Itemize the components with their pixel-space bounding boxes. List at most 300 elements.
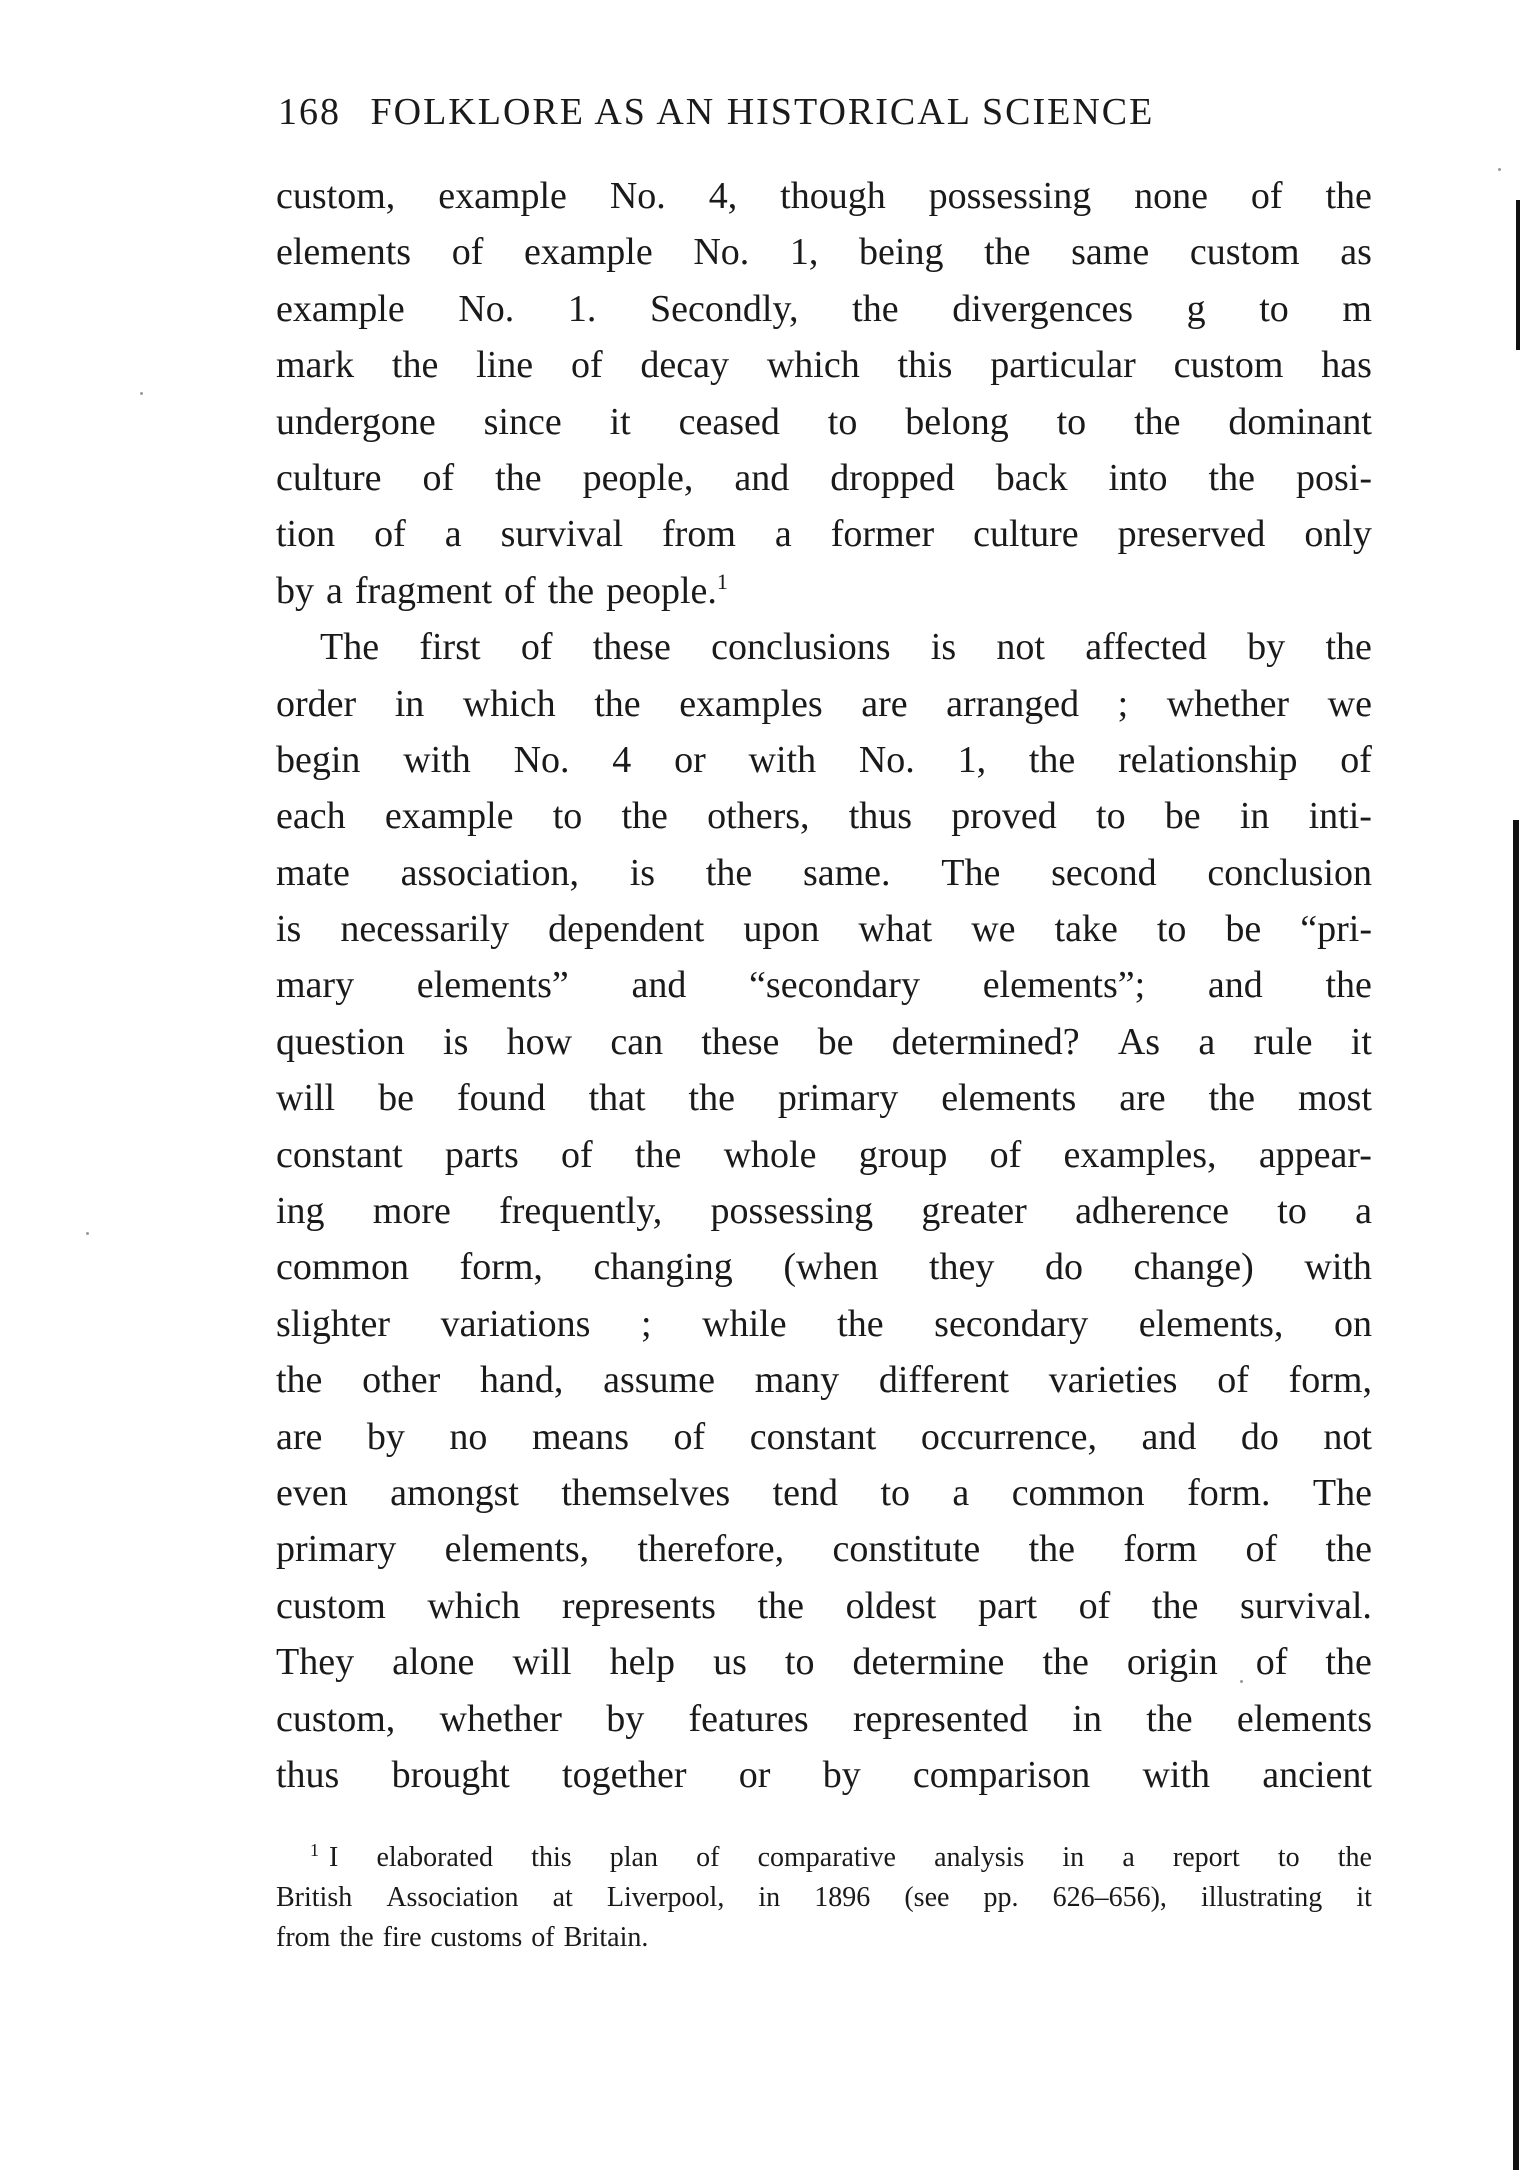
word: are	[276, 1415, 323, 1458]
word: each	[276, 795, 346, 838]
word: from	[276, 1922, 331, 1953]
word: the	[1208, 1077, 1256, 1120]
word: to	[552, 795, 583, 838]
word: the	[688, 1077, 735, 1120]
word: ing	[276, 1190, 325, 1233]
word: plan	[609, 1842, 658, 1873]
word: it	[609, 400, 631, 443]
word: origin	[1126, 1641, 1218, 1684]
word: on	[1333, 1302, 1372, 1345]
text-line	[276, 676, 1372, 732]
word: found	[456, 1077, 546, 1120]
word: the	[1325, 626, 1372, 669]
word: in	[1072, 1697, 1102, 1740]
word: undergone	[276, 400, 436, 443]
word: 1.	[567, 287, 597, 330]
word: British	[276, 1882, 353, 1913]
word: of	[504, 569, 536, 612]
word: elements	[941, 1077, 1077, 1120]
word: being	[859, 231, 944, 274]
word: constitute	[832, 1528, 981, 1571]
word: the	[1028, 738, 1076, 781]
word: form,	[1288, 1359, 1372, 1402]
word: fire	[382, 1922, 422, 1953]
word: which	[462, 682, 556, 725]
word: comparison	[912, 1753, 1091, 1796]
word: dropped	[830, 456, 955, 499]
word: no	[449, 1415, 488, 1458]
word: appear-	[1258, 1133, 1372, 1176]
word: They	[276, 1641, 355, 1684]
word: of	[451, 231, 484, 274]
word: report	[1172, 1842, 1240, 1873]
word: tend	[772, 1471, 839, 1514]
word: No.	[858, 738, 915, 781]
text-line	[276, 450, 1372, 506]
word: ancient	[1262, 1753, 1372, 1796]
word: customs	[430, 1922, 523, 1953]
word: Association	[386, 1882, 519, 1913]
word: the	[1146, 1697, 1193, 1740]
text-line	[276, 337, 1372, 393]
word: is	[443, 1020, 469, 1063]
word: divergences	[952, 287, 1133, 330]
word: determined?	[891, 1020, 1080, 1063]
word: whether	[439, 1697, 562, 1740]
word: a	[1355, 1190, 1372, 1233]
word: Britain.	[563, 1922, 649, 1953]
word: mark	[276, 344, 355, 387]
word: slighter	[276, 1302, 390, 1345]
word: elements,	[444, 1528, 590, 1571]
word: belong	[905, 400, 1009, 443]
word: example	[523, 231, 653, 274]
word: dominant	[1228, 400, 1372, 443]
text-line	[276, 1183, 1372, 1239]
paper-speck	[1498, 168, 1501, 171]
text-line	[276, 1070, 1372, 1126]
text-line	[276, 281, 1372, 337]
word: dependent	[548, 908, 705, 951]
word: fragment	[354, 569, 493, 612]
word: with	[748, 738, 817, 781]
word: has	[1321, 344, 1372, 387]
word: elaborated	[376, 1842, 494, 1873]
word: of	[374, 513, 406, 556]
word: a	[326, 569, 343, 612]
word: occurrence,	[920, 1415, 1097, 1458]
word: it	[1350, 1020, 1372, 1063]
word: do	[1240, 1415, 1279, 1458]
word: custom,	[276, 1697, 396, 1740]
word: we	[971, 908, 1016, 951]
word: custom	[1173, 344, 1284, 387]
word: No.	[513, 738, 570, 781]
word: the	[339, 1922, 374, 1953]
word: the	[1337, 1842, 1372, 1873]
word: together	[562, 1753, 687, 1796]
word: changing	[593, 1246, 733, 1289]
word: the	[852, 287, 899, 330]
word: custom,	[276, 175, 396, 217]
word: No.	[458, 287, 515, 330]
text-line	[276, 1465, 1372, 1521]
word: 1896	[814, 1882, 871, 1913]
word: from	[662, 513, 736, 556]
word: people,	[582, 456, 694, 499]
word: the	[1208, 456, 1255, 499]
word: secondary	[934, 1302, 1089, 1345]
word: a	[1122, 1842, 1135, 1873]
word: question	[276, 1020, 405, 1063]
word: is	[930, 626, 957, 669]
word: be	[1164, 795, 1201, 838]
word: of	[422, 456, 455, 499]
word: thus	[848, 795, 913, 838]
word: The	[941, 851, 1001, 894]
text-line	[276, 732, 1372, 788]
text-line	[276, 845, 1372, 901]
word: of	[1250, 175, 1283, 217]
word: change)	[1133, 1246, 1254, 1289]
word: a	[774, 513, 792, 556]
word: association,	[400, 851, 579, 894]
word: features	[688, 1697, 809, 1740]
word: proved	[951, 795, 1057, 838]
word: they	[928, 1246, 995, 1289]
word: the	[1325, 1641, 1372, 1684]
word: the	[1134, 400, 1181, 443]
word: survival.	[1239, 1584, 1372, 1627]
word: it	[1356, 1882, 1372, 1913]
word: take	[1054, 908, 1118, 951]
word: 4,	[708, 175, 738, 217]
word: possessing	[710, 1190, 874, 1233]
word: As	[1117, 1020, 1161, 1063]
word: to	[1056, 400, 1087, 443]
word: the	[594, 682, 641, 725]
word: of	[989, 1133, 1022, 1176]
word: of	[1245, 1528, 1278, 1571]
text-line	[276, 1409, 1372, 1465]
word: necessarily	[340, 908, 510, 951]
word: custom	[1189, 231, 1300, 274]
word: of	[531, 1922, 555, 1953]
page-edge-mark-top	[1516, 200, 1520, 350]
word: relationship	[1118, 738, 1298, 781]
word: 4	[612, 738, 632, 781]
word: preserved	[1117, 513, 1266, 556]
word: even	[276, 1471, 348, 1514]
word: while	[702, 1302, 787, 1345]
footnote-line	[276, 1878, 1372, 1918]
word: posi-	[1295, 456, 1372, 499]
word: of	[673, 1415, 706, 1458]
word: arranged	[946, 682, 1080, 725]
word: illustrating	[1200, 1882, 1323, 1913]
text-line	[276, 1747, 1372, 1803]
text-line	[276, 168, 1372, 224]
word: of	[1340, 738, 1372, 781]
word: people.$^1$	[606, 568, 728, 612]
word: only	[1304, 513, 1372, 556]
word: the	[705, 851, 753, 894]
word: the	[391, 344, 439, 387]
word: parts	[444, 1133, 519, 1176]
word: to	[784, 1641, 815, 1684]
word: to	[1156, 908, 1187, 951]
word: common	[1011, 1471, 1145, 1514]
word: variations	[440, 1302, 591, 1345]
word: culture	[973, 513, 1079, 556]
word: the	[837, 1302, 884, 1345]
word: example	[438, 175, 567, 217]
word: at	[552, 1882, 573, 1913]
word: is	[629, 851, 656, 894]
word: form	[1123, 1528, 1198, 1571]
word: rule	[1253, 1020, 1313, 1063]
word: to	[1096, 795, 1126, 838]
word: hand,	[479, 1359, 564, 1402]
word: adherence	[1075, 1190, 1230, 1233]
word: represents	[561, 1584, 716, 1627]
word: “pri-	[1300, 908, 1372, 951]
word: this	[531, 1842, 572, 1873]
word: the	[495, 456, 542, 499]
word: “secondary	[749, 964, 920, 1007]
word: that	[588, 1077, 646, 1120]
word: comparative	[757, 1842, 896, 1873]
word: to	[1277, 1842, 1300, 1873]
word: to	[827, 400, 858, 443]
word: these	[701, 1020, 780, 1063]
word: 1,	[789, 231, 819, 274]
word: to	[1277, 1190, 1307, 1233]
text-line	[276, 506, 1372, 562]
word: do	[1044, 1246, 1083, 1289]
word: with	[1304, 1246, 1372, 1289]
word: part	[977, 1584, 1038, 1627]
word: affected	[1085, 626, 1207, 669]
word: the	[984, 231, 1031, 274]
word: these	[592, 626, 671, 669]
word: and	[631, 964, 687, 1007]
word: mate	[276, 851, 350, 894]
word: by	[606, 1697, 645, 1740]
word: the	[634, 1133, 682, 1176]
word: $^1$ I	[310, 1840, 339, 1873]
word: will	[512, 1641, 572, 1684]
word: mary	[276, 964, 355, 1007]
word: this	[897, 344, 953, 387]
word: The	[1312, 1471, 1372, 1514]
word: the	[1325, 964, 1372, 1007]
text-line	[276, 901, 1372, 957]
word: of	[520, 626, 553, 669]
page-edge-mark-bottom	[1513, 820, 1519, 2170]
word: other	[362, 1359, 441, 1402]
word: custom	[276, 1584, 386, 1627]
word: particular	[990, 344, 1136, 387]
word: ;	[641, 1302, 652, 1345]
text-line	[276, 1352, 1372, 1408]
word: the	[547, 569, 595, 612]
word: is	[276, 908, 302, 951]
word: back	[995, 456, 1068, 499]
word: same	[1071, 231, 1150, 274]
word: can	[610, 1020, 664, 1063]
word: thus	[276, 1753, 340, 1796]
word: by	[366, 1415, 405, 1458]
word: of	[1217, 1359, 1249, 1402]
word: what	[858, 908, 933, 951]
paper-speck	[86, 1232, 89, 1235]
word: a	[444, 513, 462, 556]
word: culture	[276, 456, 382, 499]
text-line	[276, 224, 1372, 280]
word: be	[378, 1077, 414, 1120]
word: a	[1198, 1020, 1216, 1063]
word: former	[830, 513, 935, 556]
word: the	[621, 795, 668, 838]
text-line	[276, 619, 1372, 675]
word: examples	[679, 682, 823, 725]
word: the	[1325, 175, 1372, 217]
word: the	[276, 1359, 323, 1402]
word: of	[561, 1133, 593, 1176]
footnote-marker: 1	[310, 1840, 319, 1860]
word: are	[1119, 1077, 1166, 1120]
word: inti-	[1308, 795, 1372, 838]
text-line	[276, 563, 1372, 619]
word: of	[570, 344, 603, 387]
text-line	[276, 1691, 1372, 1747]
word: conclusion	[1207, 851, 1372, 894]
word: order	[276, 682, 357, 725]
word: upon	[743, 908, 820, 951]
word: though	[780, 175, 886, 217]
word: and	[1141, 1415, 1197, 1458]
word: examples,	[1063, 1133, 1217, 1176]
word: we	[1327, 682, 1372, 725]
word: No.	[609, 175, 666, 217]
page-number: 168	[278, 91, 341, 133]
word: greater	[921, 1190, 1027, 1233]
word: and	[1207, 964, 1263, 1007]
word: of	[1078, 1584, 1111, 1627]
word: by	[1247, 626, 1286, 669]
word: most	[1297, 1077, 1372, 1120]
word: to	[1259, 287, 1289, 330]
word: which	[766, 344, 860, 387]
word: 626–656),	[1052, 1882, 1167, 1913]
word: Liverpool,	[606, 1882, 725, 1913]
word: primary	[276, 1528, 397, 1571]
footnote-line	[276, 1838, 1372, 1878]
word: us	[713, 1641, 747, 1684]
word: by	[276, 569, 314, 612]
word: oldest	[845, 1584, 937, 1627]
word: elements	[1236, 1697, 1372, 1740]
word: elements	[276, 231, 412, 274]
text-line	[276, 1296, 1372, 1352]
word: possessing	[928, 175, 1092, 217]
word: amongst	[390, 1471, 519, 1514]
word: No.	[693, 231, 750, 274]
word: analysis	[934, 1842, 1025, 1873]
word: constant	[749, 1415, 877, 1458]
text-line	[276, 1521, 1372, 1577]
word: whether	[1166, 682, 1290, 725]
word: a	[952, 1471, 970, 1514]
word: the	[1042, 1641, 1089, 1684]
word: many	[754, 1359, 840, 1402]
word: with	[1142, 1753, 1211, 1796]
paper-speck	[140, 392, 143, 395]
word: line	[476, 344, 534, 387]
word: represented	[853, 1697, 1029, 1740]
word: whole	[723, 1133, 817, 1176]
word: begin	[276, 738, 361, 781]
word: first	[419, 626, 481, 669]
text-line	[276, 1127, 1372, 1183]
word: be	[1225, 908, 1262, 951]
word: in	[394, 682, 425, 725]
word: be	[817, 1020, 854, 1063]
body-text	[276, 168, 1372, 1803]
word: m	[1342, 287, 1372, 330]
word: elements,	[1138, 1302, 1284, 1345]
word: which	[427, 1584, 521, 1627]
word: 1,	[957, 738, 987, 781]
word: more	[372, 1190, 451, 1233]
word: the	[1028, 1528, 1075, 1571]
word: frequently,	[499, 1190, 663, 1233]
word: primary	[777, 1077, 899, 1120]
word: form,	[459, 1246, 543, 1289]
word: determine	[852, 1641, 1005, 1684]
word: and	[734, 456, 790, 499]
word: of	[696, 1842, 720, 1873]
word: by	[822, 1753, 861, 1796]
word: g	[1186, 287, 1206, 330]
footnote-marker: 1	[716, 568, 728, 594]
word: others,	[707, 795, 810, 838]
word: are	[861, 682, 908, 725]
word: not	[1323, 1415, 1372, 1458]
word: different	[878, 1359, 1009, 1402]
word: themselves	[561, 1471, 731, 1514]
word: not	[996, 626, 1045, 669]
word: means	[531, 1415, 630, 1458]
text-line	[276, 957, 1372, 1013]
word: or	[674, 738, 706, 781]
word: help	[609, 1641, 676, 1684]
word: as	[1340, 231, 1372, 274]
word: varieties	[1048, 1359, 1178, 1402]
word: the	[757, 1584, 804, 1627]
word: will	[276, 1077, 336, 1120]
word: common	[276, 1246, 409, 1289]
word: assume	[603, 1359, 715, 1402]
text-line	[276, 394, 1372, 450]
word: the	[1325, 1528, 1372, 1571]
word: in	[1239, 795, 1270, 838]
word: in	[1062, 1842, 1085, 1873]
text-line	[276, 1578, 1372, 1634]
paper-speck	[1240, 1680, 1243, 1683]
word: ;	[1117, 682, 1129, 725]
